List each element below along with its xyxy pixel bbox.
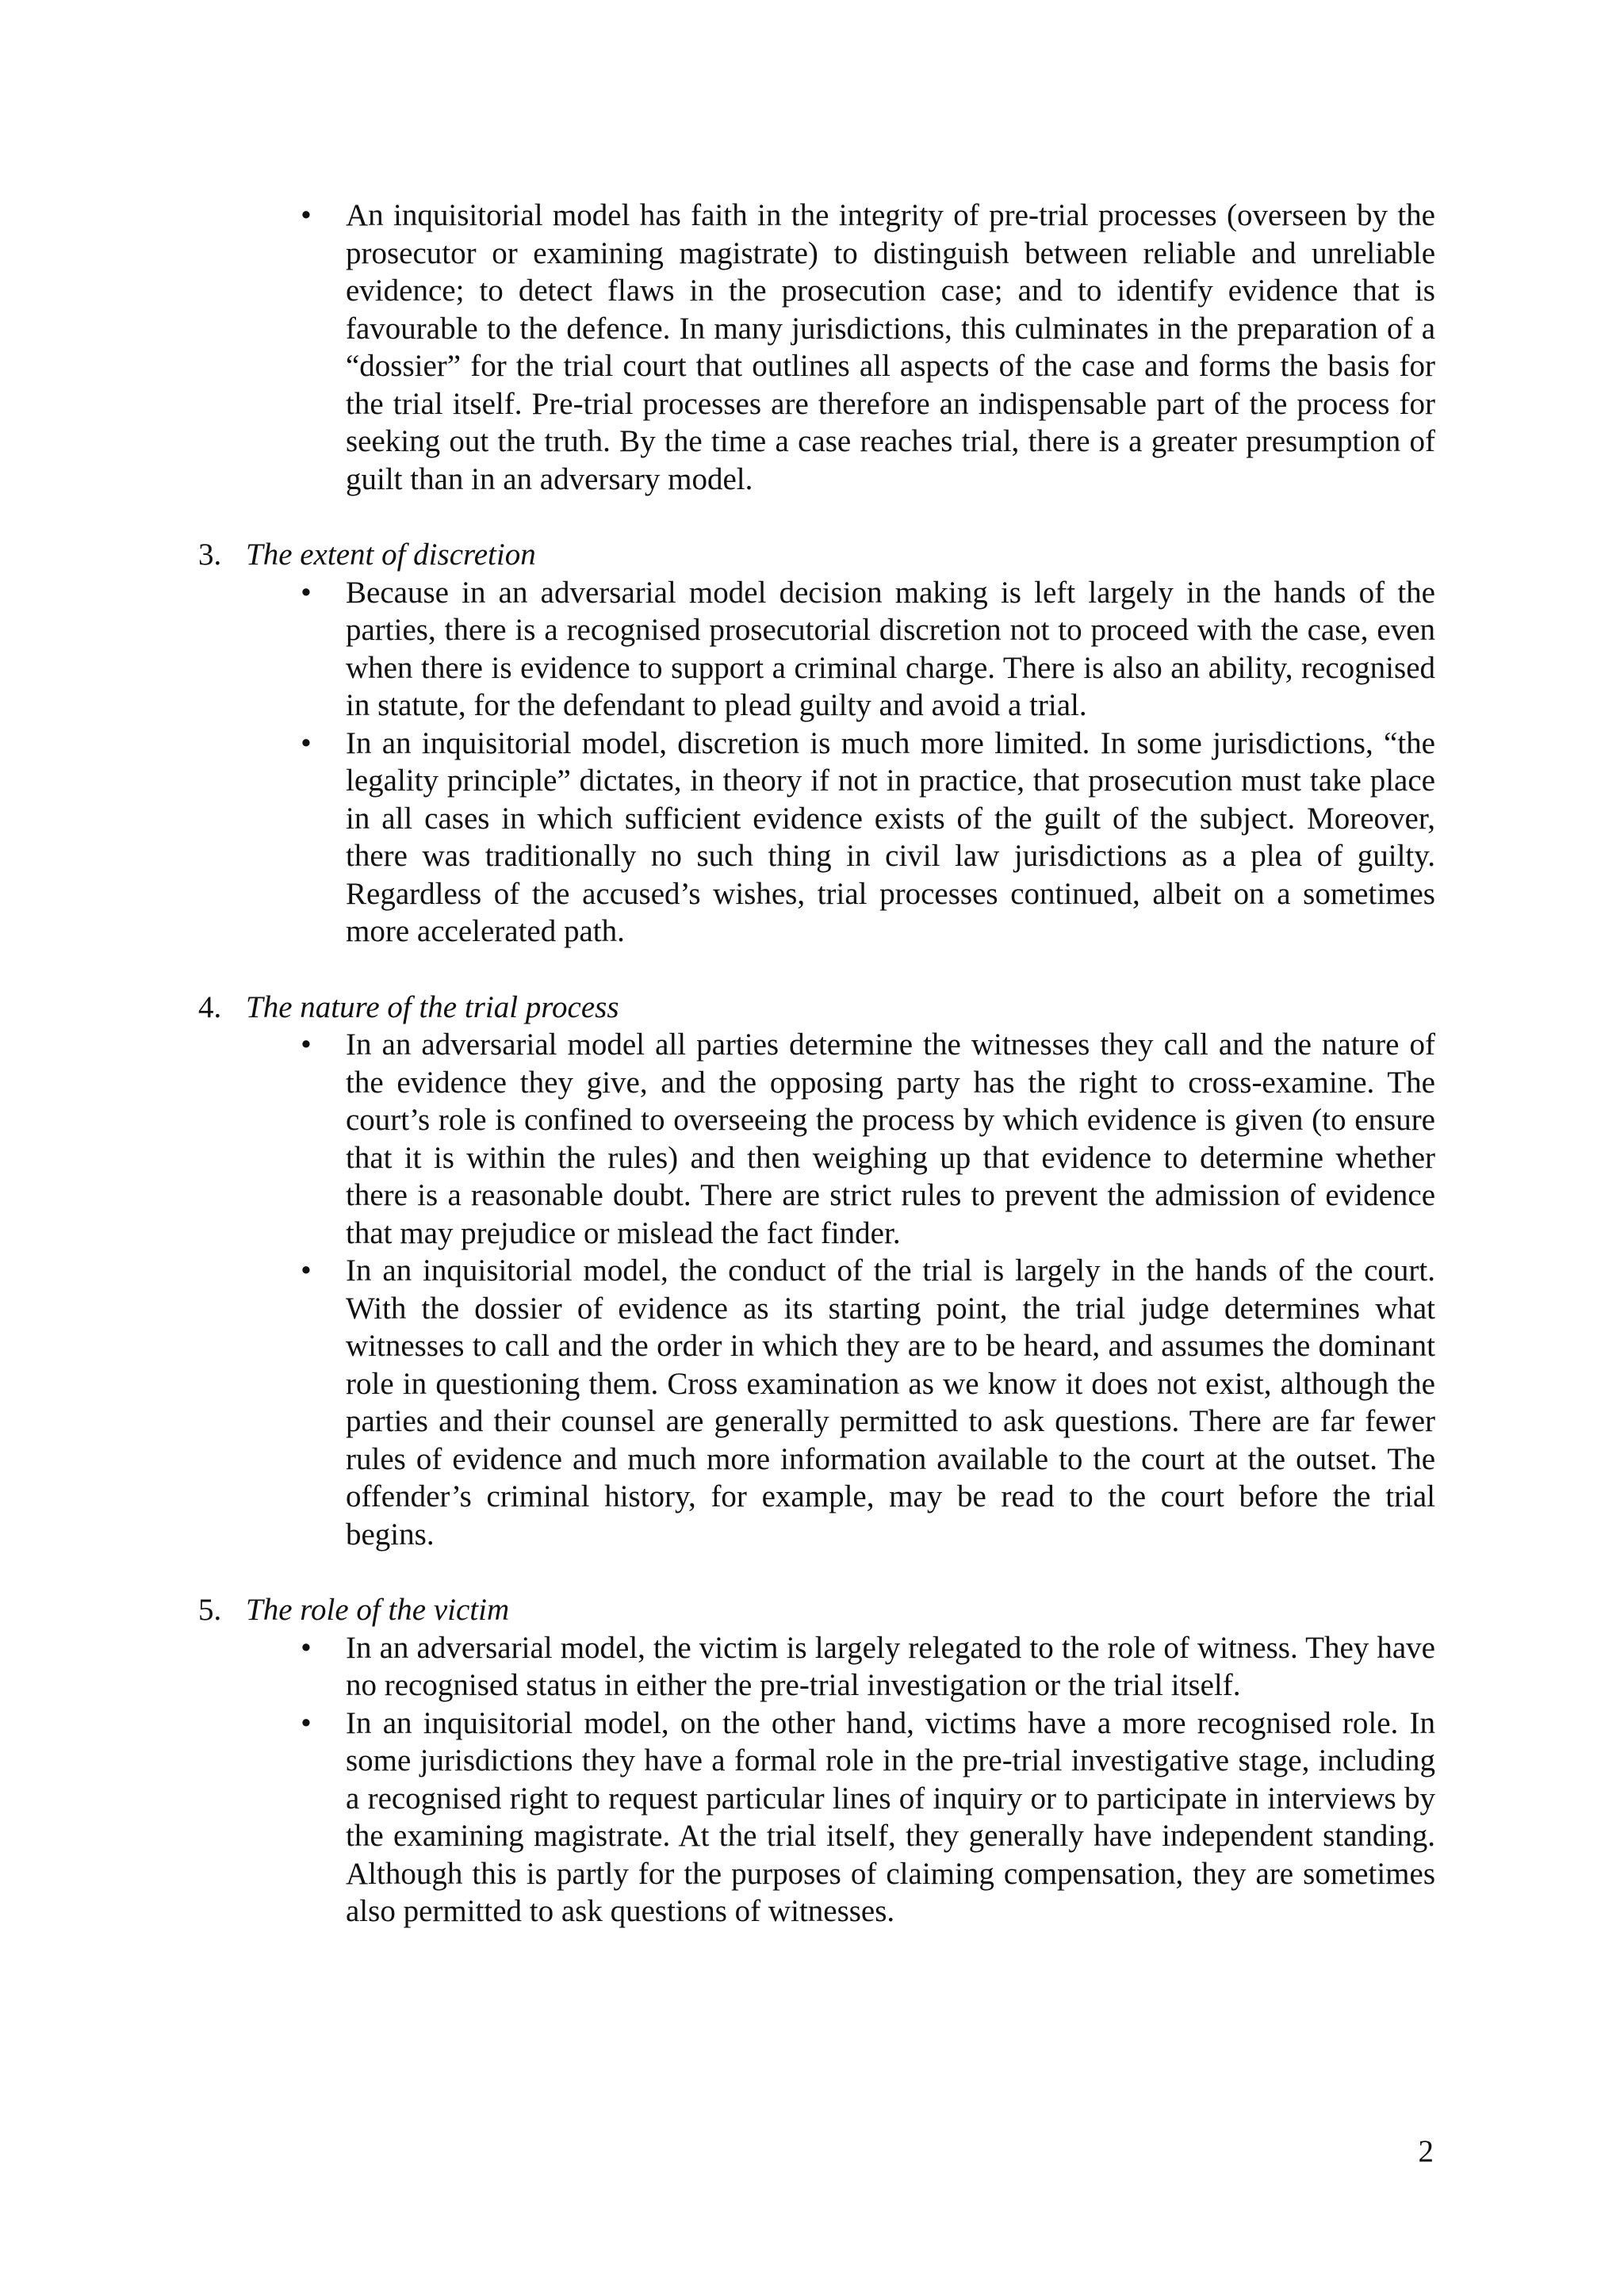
page-content <box>198 197 1435 1931</box>
bullet-text: An inquisitorial model has faith in the integrity of pre-trial processes (overseen by the prosecutor or examining magistrate) to distinguish between reliable and unreliable evidence; to detect flaws in the prosecution case; and to identify evidence that is favourable to the defence. In many jurisdictions, this culminates in the preparation of a “dossier” for the trial court that outlines all aspects of the case and forms the basis for the trial itself. Pre-trial processes are therefore an indispensable part of the process for seeking out the truth. By the time a case reaches trial, there is a greater presumption of guilt than in an adversary model. <box>346 198 1435 496</box>
bullet-text: In an adversarial model, the victim is largely relegated to the role of witness. They have no recognised status in either the pre-trial investigation or the trial itself. <box>346 1630 1435 1702</box>
bullet-icon: • <box>301 725 312 760</box>
section-4 <box>198 989 1435 1554</box>
bullet-text: In an adversarial model all parties determine the witnesses they call and the nature of the evidence they give, and the opposing party has the right to cross-examine. The court’s role is confined to overseeing the process by which evidence is given (to ensure that it is within the rules) and then weighing up that evidence to determine whether there is a reasonable doubt. There are strict rules to prevent the admission of evidence that may prejudice or mislead the fact finder. <box>346 1027 1435 1250</box>
section-title: The nature of the trial process <box>246 989 619 1024</box>
bullet-icon: • <box>301 1253 312 1288</box>
section-heading <box>198 989 1435 1027</box>
list-item <box>301 725 1435 951</box>
bullet-text: In an inquisitorial model, on the other hand, victims have a more recognised role. In some jurisdictions they have a formal role in the pre-trial investigative stage, including a recognised right to request particular lines of inquiry or to participate in interviews by the examining magistrate. At the trial itself, they generally have independent standing. Although this is partly for the purposes of claiming compensation, they are sometimes also permitted to ask questions of witnesses. <box>346 1705 1435 1928</box>
bullet-icon: • <box>301 1630 312 1665</box>
section-heading <box>198 1591 1435 1629</box>
section-title: The role of the victim <box>246 1593 510 1627</box>
section-5 <box>198 1591 1435 1931</box>
bullet-icon: • <box>301 575 312 610</box>
bullet-icon: • <box>301 1027 312 1062</box>
intro-bullet-list <box>198 197 1435 498</box>
bullet-text: Because in an adversarial model decision making is left largely in the hands of the parties, there is a recognised prosecutorial discretion not to proceed with the case, even when there is evidence to support a criminal charge. There is also an ability, recognised in statute, for the defendant to plead guilty and avoid a trial. <box>346 575 1435 722</box>
bullet-text: In an inquisitorial model, discretion is much more limited. In some jurisdictions, “the legality principle” dictates, in theory if not in practice, that prosecution must take place in all cases in which sufficient evidence exists of the guilt of the subject. Moreover, there was traditionally no such thing in civil law jurisdictions as a plea of guilty. Regardless of the accused’s wishes, trial processes continued, albeit on a sometimes more accelerated path. <box>346 725 1435 948</box>
list-item <box>301 1705 1435 1931</box>
list-item <box>301 1252 1435 1553</box>
section-number: 5. <box>198 1593 222 1627</box>
section-3 <box>198 536 1435 951</box>
section-heading <box>198 536 1435 574</box>
section-bullet-list <box>198 1026 1435 1553</box>
list-item <box>301 197 1435 498</box>
page-number: 2 <box>1418 2134 1434 2168</box>
bullet-icon: • <box>301 1705 312 1740</box>
list-item <box>301 574 1435 725</box>
bullet-text: In an inquisitorial model, the conduct of the trial is largely in the hands of the court. With the dossier of evidence as its starting point, the trial judge determines what witnesses to call and the order in which they are to be heard, and assumes the dominant role in questioning them. Cross examination as we know it does not exist, although the parties and their counsel are generally permitted to ask questions. There are far fewer rules of evidence and much more information available to the court at the outset. The offender’s criminal history, for example, may be read to the court before the trial begins. <box>346 1253 1435 1552</box>
section-number: 4. <box>198 989 222 1024</box>
section-number: 3. <box>198 538 222 572</box>
section-title: The extent of discretion <box>246 538 536 572</box>
section-bullet-list <box>198 574 1435 951</box>
list-item <box>301 1026 1435 1252</box>
bullet-icon: • <box>301 198 312 232</box>
section-bullet-list <box>198 1629 1435 1931</box>
list-item <box>301 1629 1435 1705</box>
